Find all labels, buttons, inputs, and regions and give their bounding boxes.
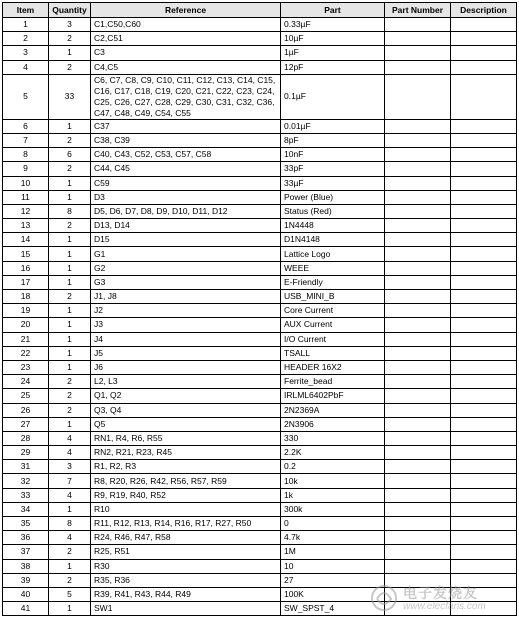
table-row xyxy=(3,517,517,531)
cell-item: 1 xyxy=(3,18,49,32)
cell-description xyxy=(451,275,517,289)
cell-item: 26 xyxy=(3,403,49,417)
cell-part: 0 xyxy=(281,517,385,531)
cell-quantity: 6 xyxy=(49,148,91,162)
cell-part: 0.2 xyxy=(281,460,385,474)
watermark-brand: 电子发烧友 xyxy=(403,585,478,601)
cell-reference: G3 xyxy=(91,275,281,289)
cell-description xyxy=(451,346,517,360)
cell-description xyxy=(451,474,517,488)
cell-description xyxy=(451,559,517,573)
cell-reference: R11, R12, R13, R14, R16, R17, R27, R50 xyxy=(91,517,281,531)
cell-item: 24 xyxy=(3,375,49,389)
cell-description xyxy=(451,18,517,32)
cell-item: 34 xyxy=(3,502,49,516)
cell-quantity: 8 xyxy=(49,517,91,531)
cell-part-number xyxy=(385,32,451,46)
table-row xyxy=(3,346,517,360)
cell-description xyxy=(451,60,517,74)
cell-part: E-Friendly xyxy=(281,275,385,289)
cell-description xyxy=(451,74,517,119)
cell-item: 10 xyxy=(3,176,49,190)
cell-reference: R9, R19, R40, R52 xyxy=(91,488,281,502)
cell-reference: C44, C45 xyxy=(91,162,281,176)
cell-item: 11 xyxy=(3,190,49,204)
cell-item: 4 xyxy=(3,60,49,74)
cell-reference: D15 xyxy=(91,233,281,247)
table-row xyxy=(3,261,517,275)
table-row xyxy=(3,18,517,32)
cell-part-number xyxy=(385,219,451,233)
cell-part-number xyxy=(385,247,451,261)
cell-reference: RN1, R4, R6, R55 xyxy=(91,431,281,445)
cell-reference: J6 xyxy=(91,360,281,374)
cell-item: 14 xyxy=(3,233,49,247)
watermark-url: www.elecfans.com xyxy=(403,601,486,612)
cell-quantity: 1 xyxy=(49,261,91,275)
cell-part-number xyxy=(385,488,451,502)
cell-description xyxy=(451,545,517,559)
table-row xyxy=(3,531,517,545)
table-row xyxy=(3,275,517,289)
cell-part: Ferrite_bead xyxy=(281,375,385,389)
table-row xyxy=(3,119,517,133)
cell-quantity: 1 xyxy=(49,332,91,346)
table-row xyxy=(3,190,517,204)
cell-reference: Q5 xyxy=(91,417,281,431)
cell-part: 10k xyxy=(281,474,385,488)
cell-part-number xyxy=(385,46,451,60)
cell-quantity: 1 xyxy=(49,304,91,318)
cell-description xyxy=(451,204,517,218)
header-reference: Reference xyxy=(91,3,281,18)
cell-part: 1M xyxy=(281,545,385,559)
cell-description xyxy=(451,446,517,460)
table-row xyxy=(3,304,517,318)
cell-part: Power (Blue) xyxy=(281,190,385,204)
cell-item: 33 xyxy=(3,488,49,502)
cell-part: 4.7k xyxy=(281,531,385,545)
cell-part: 1µF xyxy=(281,46,385,60)
cell-description xyxy=(451,318,517,332)
cell-quantity: 3 xyxy=(49,460,91,474)
cell-item: 22 xyxy=(3,346,49,360)
cell-part: 0.1µF xyxy=(281,74,385,119)
cell-part: 8pF xyxy=(281,133,385,147)
cell-quantity: 1 xyxy=(49,247,91,261)
cell-quantity: 2 xyxy=(49,133,91,147)
header-quantity: Quantity xyxy=(49,3,91,18)
cell-part: 10µF xyxy=(281,32,385,46)
cell-part-number xyxy=(385,119,451,133)
header-part-number: Part Number xyxy=(385,3,451,18)
cell-reference: J3 xyxy=(91,318,281,332)
cell-reference: C2,C51 xyxy=(91,32,281,46)
cell-part-number xyxy=(385,74,451,119)
cell-part: D1N4148 xyxy=(281,233,385,247)
cell-part: 1N4448 xyxy=(281,219,385,233)
cell-description xyxy=(451,162,517,176)
cell-reference: C3 xyxy=(91,46,281,60)
cell-part-number xyxy=(385,531,451,545)
cell-reference: SW1 xyxy=(91,602,281,616)
cell-part: 2N2369A xyxy=(281,403,385,417)
cell-item: 35 xyxy=(3,517,49,531)
cell-item: 38 xyxy=(3,559,49,573)
cell-item: 17 xyxy=(3,275,49,289)
bom-body xyxy=(3,18,517,616)
cell-part: USB_MINI_B xyxy=(281,290,385,304)
cell-quantity: 1 xyxy=(49,176,91,190)
cell-description xyxy=(451,247,517,261)
cell-part-number xyxy=(385,517,451,531)
cell-reference: C4,C5 xyxy=(91,60,281,74)
header-row xyxy=(3,3,517,18)
cell-item: 18 xyxy=(3,290,49,304)
cell-reference: J4 xyxy=(91,332,281,346)
cell-part-number xyxy=(385,559,451,573)
cell-part-number xyxy=(385,176,451,190)
table-row xyxy=(3,219,517,233)
cell-part: HEADER 16X2 xyxy=(281,360,385,374)
cell-part-number xyxy=(385,148,451,162)
table-row xyxy=(3,233,517,247)
cell-quantity: 2 xyxy=(49,60,91,74)
cell-description xyxy=(451,32,517,46)
cell-part-number xyxy=(385,346,451,360)
cell-item: 41 xyxy=(3,602,49,616)
cell-part-number xyxy=(385,190,451,204)
cell-item: 23 xyxy=(3,360,49,374)
cell-item: 39 xyxy=(3,573,49,587)
cell-item: 32 xyxy=(3,474,49,488)
cell-quantity: 1 xyxy=(49,46,91,60)
cell-quantity: 5 xyxy=(49,587,91,601)
cell-part-number xyxy=(385,261,451,275)
cell-part-number xyxy=(385,290,451,304)
cell-quantity: 1 xyxy=(49,190,91,204)
cell-part-number xyxy=(385,360,451,374)
bom-table xyxy=(2,2,517,616)
cell-item: 27 xyxy=(3,417,49,431)
table-row xyxy=(3,46,517,60)
cell-part: IRLML6402PbF xyxy=(281,389,385,403)
cell-quantity: 2 xyxy=(49,219,91,233)
cell-item: 25 xyxy=(3,389,49,403)
table-row xyxy=(3,32,517,46)
cell-part: 12pF xyxy=(281,60,385,74)
cell-reference: R35, R36 xyxy=(91,573,281,587)
cell-part: WEEE xyxy=(281,261,385,275)
cell-part-number xyxy=(385,318,451,332)
cell-quantity: 2 xyxy=(49,32,91,46)
cell-reference: C6, C7, C8, C9, C10, C11, C12, C13, C14, C15, C16, C17, C18, C19, C20, C21, C22, C23, C24, C25, C26, C27, C28, C29, C30, C31, C32, C36, C47, C48, C49, C54, C55 xyxy=(91,74,281,119)
cell-reference: D5, D6, D7, D8, D9, D10, D11, D12 xyxy=(91,204,281,218)
cell-part-number xyxy=(385,446,451,460)
cell-part-number xyxy=(385,417,451,431)
table-row xyxy=(3,360,517,374)
cell-part: 33µF xyxy=(281,176,385,190)
cell-reference: R1, R2, R3 xyxy=(91,460,281,474)
cell-part: 10 xyxy=(281,559,385,573)
cell-quantity: 7 xyxy=(49,474,91,488)
cell-part-number xyxy=(385,431,451,445)
cell-quantity: 4 xyxy=(49,488,91,502)
cell-item: 3 xyxy=(3,46,49,60)
cell-item: 37 xyxy=(3,545,49,559)
table-row xyxy=(3,474,517,488)
cell-item: 21 xyxy=(3,332,49,346)
cell-quantity: 1 xyxy=(49,275,91,289)
table-row xyxy=(3,417,517,431)
table-row xyxy=(3,133,517,147)
cell-reference: J2 xyxy=(91,304,281,318)
cell-item: 19 xyxy=(3,304,49,318)
cell-quantity: 1 xyxy=(49,417,91,431)
cell-reference: L2, L3 xyxy=(91,375,281,389)
cell-reference: D3 xyxy=(91,190,281,204)
table-row xyxy=(3,60,517,74)
cell-description xyxy=(451,133,517,147)
cell-quantity: 2 xyxy=(49,389,91,403)
cell-reference: C40, C43, C52, C53, C57, C58 xyxy=(91,148,281,162)
cell-part: 2.2K xyxy=(281,446,385,460)
cell-item: 9 xyxy=(3,162,49,176)
cell-part: Lattice Logo xyxy=(281,247,385,261)
cell-description xyxy=(451,261,517,275)
cell-description xyxy=(451,517,517,531)
cell-description xyxy=(451,290,517,304)
watermark xyxy=(363,579,513,619)
cell-part-number xyxy=(385,233,451,247)
cell-reference: Q1, Q2 xyxy=(91,389,281,403)
cell-description xyxy=(451,304,517,318)
cell-part-number xyxy=(385,18,451,32)
table-row xyxy=(3,559,517,573)
cell-quantity: 33 xyxy=(49,74,91,119)
cell-part: I/O Current xyxy=(281,332,385,346)
cell-quantity: 1 xyxy=(49,602,91,616)
cell-quantity: 2 xyxy=(49,403,91,417)
cell-quantity: 1 xyxy=(49,559,91,573)
cell-part: TSALL xyxy=(281,346,385,360)
cell-description xyxy=(451,502,517,516)
cell-item: 28 xyxy=(3,431,49,445)
cell-quantity: 1 xyxy=(49,318,91,332)
cell-description xyxy=(451,219,517,233)
cell-part: Status (Red) xyxy=(281,204,385,218)
cell-quantity: 1 xyxy=(49,502,91,516)
table-row xyxy=(3,502,517,516)
cell-part: 100K xyxy=(281,587,385,601)
cell-reference: C1,C50,C60 xyxy=(91,18,281,32)
cell-part-number xyxy=(385,502,451,516)
cell-item: 40 xyxy=(3,587,49,601)
cell-description xyxy=(451,46,517,60)
header-item: Item xyxy=(3,3,49,18)
cell-description xyxy=(451,332,517,346)
cell-part: 33pF xyxy=(281,162,385,176)
cell-reference: C37 xyxy=(91,119,281,133)
cell-description xyxy=(451,431,517,445)
table-row xyxy=(3,74,517,119)
cell-part-number xyxy=(385,204,451,218)
cell-description xyxy=(451,176,517,190)
cell-item: 29 xyxy=(3,446,49,460)
cell-description xyxy=(451,403,517,417)
cell-quantity: 2 xyxy=(49,290,91,304)
table-row xyxy=(3,290,517,304)
cell-item: 20 xyxy=(3,318,49,332)
cell-part: 330 xyxy=(281,431,385,445)
cell-reference: C59 xyxy=(91,176,281,190)
header-part: Part xyxy=(281,3,385,18)
table-row xyxy=(3,148,517,162)
cell-part: 0.33µF xyxy=(281,18,385,32)
table-row xyxy=(3,403,517,417)
cell-description xyxy=(451,119,517,133)
table-row xyxy=(3,318,517,332)
cell-reference: G2 xyxy=(91,261,281,275)
cell-reference: Q3, Q4 xyxy=(91,403,281,417)
cell-description xyxy=(451,488,517,502)
cell-quantity: 1 xyxy=(49,346,91,360)
table-row xyxy=(3,389,517,403)
cell-part-number xyxy=(385,304,451,318)
cell-part-number xyxy=(385,403,451,417)
cell-description xyxy=(451,460,517,474)
cell-part-number xyxy=(385,460,451,474)
cell-part-number xyxy=(385,133,451,147)
cell-part: SW_SPST_4 xyxy=(281,602,385,616)
cell-part: 10nF xyxy=(281,148,385,162)
cell-part-number xyxy=(385,162,451,176)
cell-item: 31 xyxy=(3,460,49,474)
cell-reference: R25, R51 xyxy=(91,545,281,559)
cell-part: 2N3906 xyxy=(281,417,385,431)
header-description: Description xyxy=(451,3,517,18)
cell-description xyxy=(451,148,517,162)
cell-part: 300k xyxy=(281,502,385,516)
cell-item: 7 xyxy=(3,133,49,147)
cell-item: 15 xyxy=(3,247,49,261)
cell-quantity: 8 xyxy=(49,204,91,218)
cell-quantity: 2 xyxy=(49,162,91,176)
cell-part: AUX Current xyxy=(281,318,385,332)
cell-quantity: 1 xyxy=(49,233,91,247)
table-row xyxy=(3,162,517,176)
cell-item: 8 xyxy=(3,148,49,162)
cell-quantity: 2 xyxy=(49,375,91,389)
cell-part-number xyxy=(385,375,451,389)
cell-description xyxy=(451,190,517,204)
cell-item: 36 xyxy=(3,531,49,545)
cell-reference: R39, R41, R43, R44, R49 xyxy=(91,587,281,601)
cell-part-number xyxy=(385,474,451,488)
table-row xyxy=(3,375,517,389)
cell-description xyxy=(451,233,517,247)
cell-part-number xyxy=(385,275,451,289)
cell-item: 2 xyxy=(3,32,49,46)
cell-reference: G1 xyxy=(91,247,281,261)
cell-description xyxy=(451,389,517,403)
table-row xyxy=(3,431,517,445)
cell-part-number xyxy=(385,545,451,559)
cell-item: 6 xyxy=(3,119,49,133)
cell-reference: J1, J8 xyxy=(91,290,281,304)
table-row xyxy=(3,204,517,218)
cell-item: 5 xyxy=(3,74,49,119)
cell-part: 27 xyxy=(281,573,385,587)
cell-part-number xyxy=(385,332,451,346)
cell-quantity: 2 xyxy=(49,573,91,587)
cell-item: 12 xyxy=(3,204,49,218)
cell-quantity: 4 xyxy=(49,431,91,445)
cell-quantity: 4 xyxy=(49,531,91,545)
cell-item: 13 xyxy=(3,219,49,233)
elecfans-logo-icon xyxy=(369,583,399,613)
cell-description xyxy=(451,375,517,389)
cell-reference: D13, D14 xyxy=(91,219,281,233)
cell-part: Core Current xyxy=(281,304,385,318)
table-row xyxy=(3,446,517,460)
cell-description xyxy=(451,417,517,431)
table-row xyxy=(3,176,517,190)
cell-part-number xyxy=(385,389,451,403)
cell-quantity: 2 xyxy=(49,545,91,559)
cell-part: 0.01µF xyxy=(281,119,385,133)
cell-reference: C38, C39 xyxy=(91,133,281,147)
cell-description xyxy=(451,531,517,545)
cell-reference: R30 xyxy=(91,559,281,573)
cell-item: 16 xyxy=(3,261,49,275)
cell-quantity: 1 xyxy=(49,360,91,374)
cell-reference: R10 xyxy=(91,502,281,516)
cell-reference: RN2, R21, R23, R45 xyxy=(91,446,281,460)
cell-reference: J5 xyxy=(91,346,281,360)
table-row xyxy=(3,332,517,346)
cell-part-number xyxy=(385,60,451,74)
cell-quantity: 1 xyxy=(49,119,91,133)
cell-reference: R8, R20, R26, R42, R56, R57, R59 xyxy=(91,474,281,488)
cell-description xyxy=(451,360,517,374)
cell-quantity: 4 xyxy=(49,446,91,460)
table-row xyxy=(3,247,517,261)
cell-quantity: 3 xyxy=(49,18,91,32)
table-row xyxy=(3,545,517,559)
cell-part: 1k xyxy=(281,488,385,502)
table-row xyxy=(3,460,517,474)
table-row xyxy=(3,488,517,502)
cell-reference: R24, R46, R47, R58 xyxy=(91,531,281,545)
